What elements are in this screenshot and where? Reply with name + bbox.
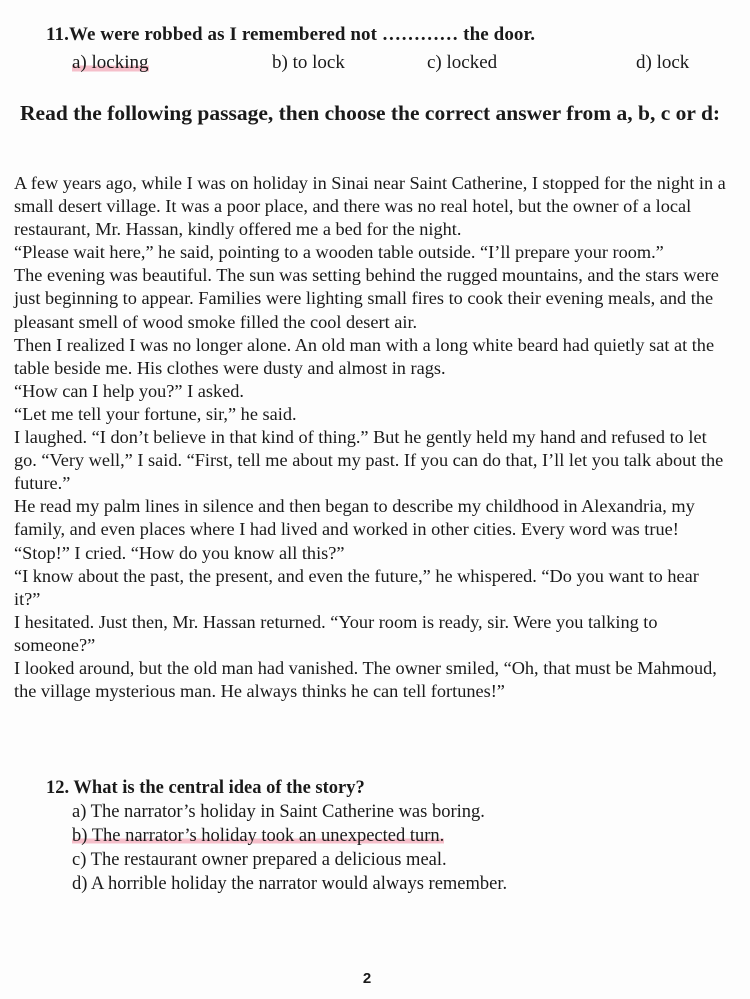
question-11-options bbox=[0, 52, 750, 76]
passage-paragraph: “I know about the past, the present, and even the future,” he whispered. “Do you want to hear it?” bbox=[14, 565, 699, 609]
question-12-options bbox=[72, 800, 507, 896]
passage-paragraph: “Please wait here,” he said, pointing to a wooden table outside. “I’ll prepare your room.” bbox=[14, 242, 664, 263]
question-12-option-d: d) A horrible holiday the narrator would always remember. bbox=[72, 874, 508, 894]
passage-paragraph: I laughed. “I don’t believe in that kind of thing.” But he gently held my hand and refused to let go. “Very well,” I said. “First, tell me about my past. If you can do that, I’ll let you talk about the future.” bbox=[14, 427, 724, 494]
passage-paragraph: “Let me tell your fortune, sir,” he said. bbox=[14, 403, 297, 424]
question-12-option-c: c) The restaurant owner prepared a delicious meal. bbox=[72, 850, 447, 870]
question-12-option-b bbox=[72, 824, 507, 848]
passage-instruction: Read the following passage, then choose the correct answer from a, b, c or d: bbox=[20, 101, 721, 125]
passage-paragraph: “How can I help you?” I asked. bbox=[14, 380, 244, 401]
question-11-option-b: b) to lock bbox=[272, 52, 345, 73]
passage-paragraph: A few years ago, while I was on holiday in Sinai near Saint Catherine, I stopped for the night in a small desert village. It was a poor place, and there was no real hotel, but the owner of a local restaurant, Mr. Hassan, kindly offered me a bed for the night. bbox=[14, 173, 726, 240]
question-11-option-a: a) locking bbox=[72, 52, 149, 73]
question-12-option-b-text: b) The narrator’s holiday took an unexpected turn. bbox=[72, 826, 445, 846]
passage-paragraph: He read my palm lines in silence and then began to describe my childhood in Alexandria, my family, and even places where I had lived and worked in other cities. Every word was true! bbox=[14, 496, 695, 540]
reading-passage bbox=[14, 172, 729, 703]
passage-paragraph: I hesitated. Just then, Mr. Hassan returned. “Your room is ready, sir. Were you talking to someone?” bbox=[14, 611, 658, 655]
question-12-option-a: a) The narrator’s holiday in Saint Catherine was boring. bbox=[72, 802, 485, 822]
question-12 bbox=[46, 776, 507, 896]
passage-paragraph: I looked around, but the old man had vanished. The owner smiled, “Oh, that must be Mahmoud, the village mysterious man. He always thinks he can tell fortunes!” bbox=[14, 657, 717, 702]
passage-paragraph: Then I realized I was no longer alone. An old man with a long white beard had quietly sat at the table beside me. His clothes were dusty and almost in rags. bbox=[14, 334, 715, 378]
passage-paragraph: “Stop!” I cried. “How do you know all this?” bbox=[14, 542, 345, 563]
page-number: 2 bbox=[362, 970, 372, 987]
question-11-option-d: d) lock bbox=[636, 52, 690, 73]
passage-paragraph: The evening was beautiful. The sun was setting behind the rugged mountains, and the stars were just beginning to appear. Families were lighting small fires to cook their evening meals, and the pleasant smell of wood smoke filled the cool desert air. bbox=[14, 265, 719, 332]
question-11-stem: 11.We were robbed as I remembered not ………… the door. bbox=[46, 24, 536, 45]
question-11-option-c: c) locked bbox=[427, 52, 498, 73]
question-12-stem: 12. What is the central idea of the story? bbox=[46, 778, 365, 798]
